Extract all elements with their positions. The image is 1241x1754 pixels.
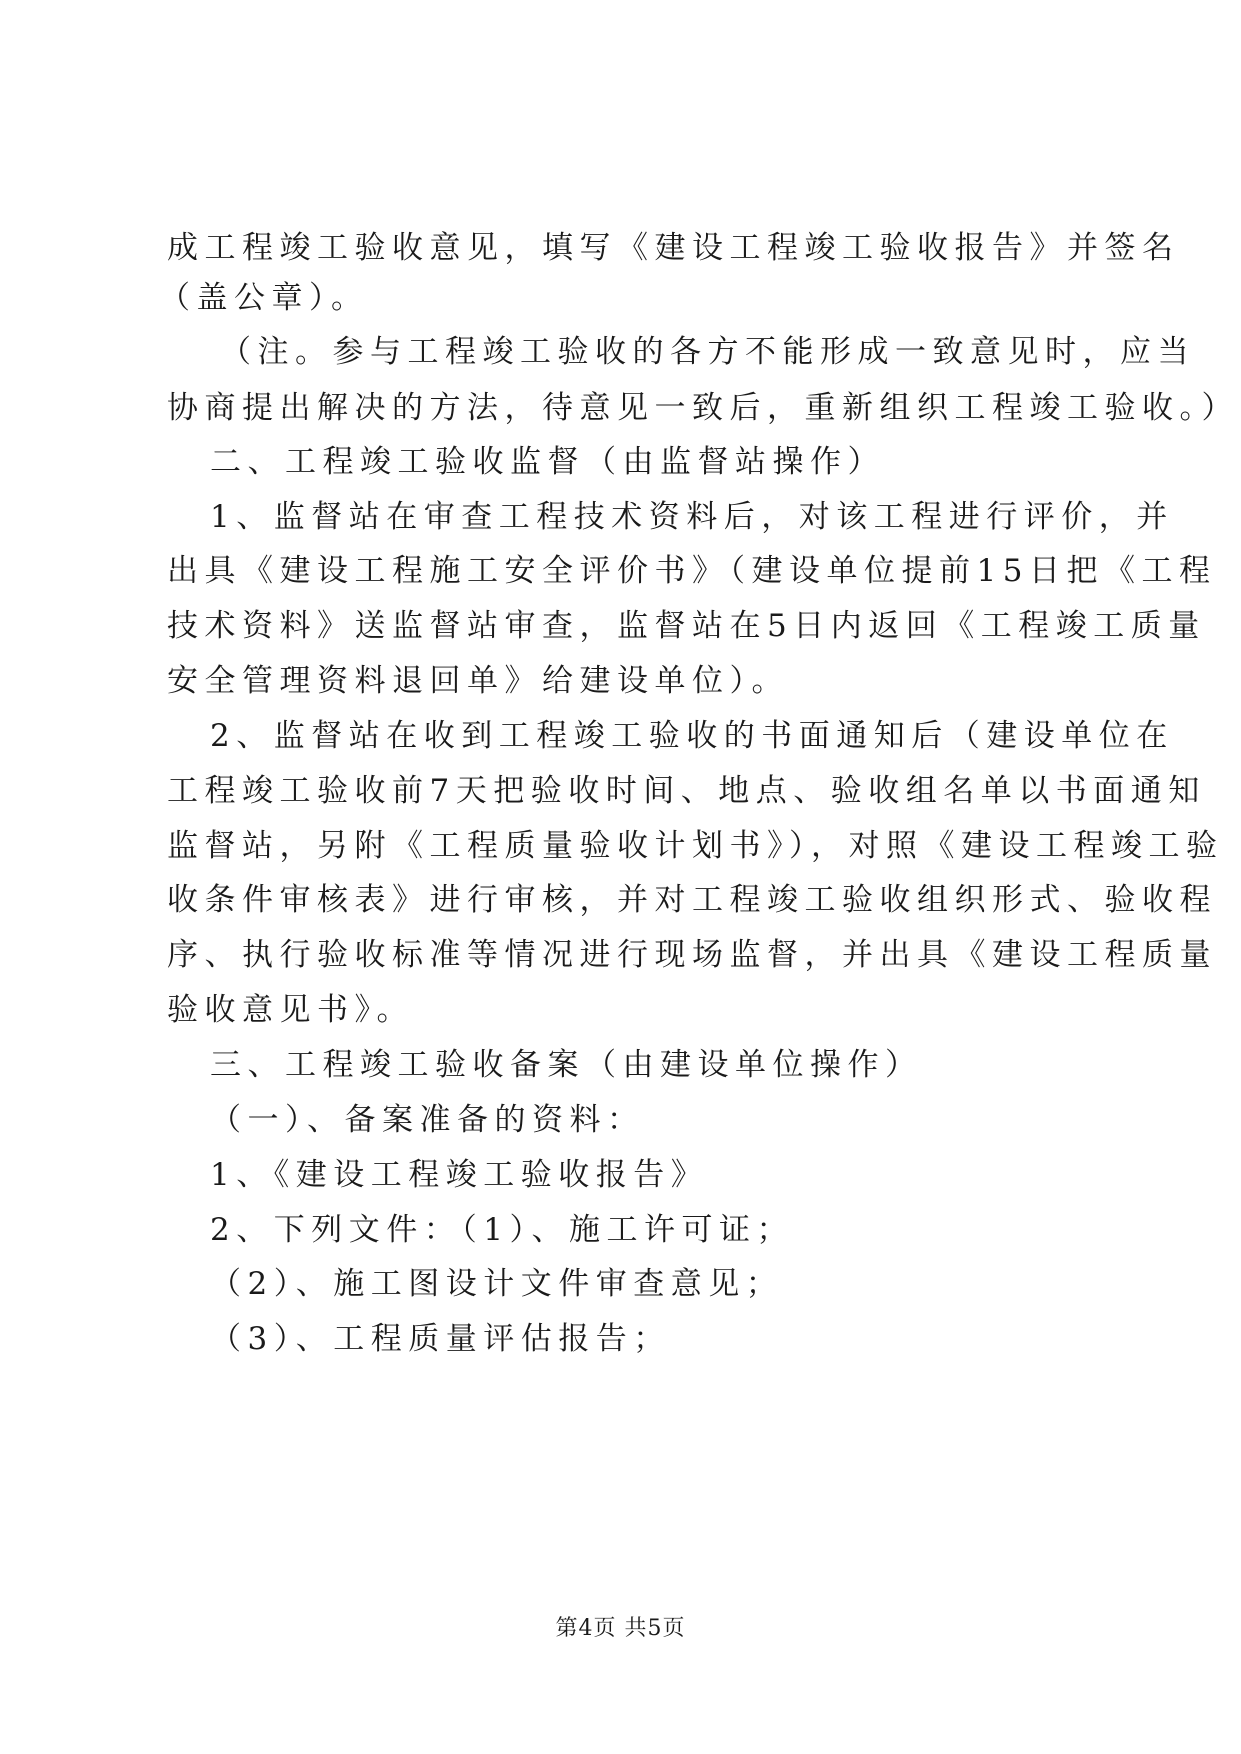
text-line: 技术资料》送监督站审查，监督站在5日内返回《工程竣工质量: [167, 608, 1206, 644]
text-line: （盖公章）。: [159, 280, 369, 316]
page-number: 第4页 共5页: [555, 1616, 686, 1641]
text-line: 2、监督站在收到工程竣工验收的书面通知后（建设单位在: [210, 718, 1174, 754]
list-item: （2）、施工图设计文件审查意见；: [210, 1266, 784, 1302]
text-line: 验收意见书》。: [167, 992, 414, 1028]
section-heading: 二、工程竣工验收监督（由监督站操作）: [210, 444, 885, 480]
subsection-heading: （一）、备案准备的资料：: [210, 1102, 645, 1138]
list-item: 1、《建设工程竣工验收报告》: [210, 1157, 709, 1193]
text-line: 成工程竣工验收意见，填写《建设工程竣工验收报告》并签名: [167, 230, 1180, 266]
text-line: 序、执行验收标准等情况进行现场监督，并出具《建设工程质量: [167, 937, 1217, 973]
text-line: 安全管理资料退回单》给建设单位）。: [167, 663, 789, 699]
list-item: （3）、工程质量评估报告；: [210, 1321, 671, 1357]
text-line: 工程竣工验收前7天把验收时间、地点、验收组名单以书面通知: [167, 773, 1206, 809]
section-heading: 三、工程竣工验收备案（由建设单位操作）: [210, 1047, 923, 1083]
text-line: 监督站，另附《工程质量验收计划书》），对照《建设工程竣工验: [167, 828, 1224, 864]
text-line: 收条件审核表》进行审核，并对工程竣工验收组织形式、验收程: [167, 882, 1217, 918]
text-line: （注。参与工程竣工验收的各方不能形成一致意见时，应当: [220, 334, 1195, 370]
text-line: 出具《建设工程施工安全评价书》（建设单位提前15日把《工程: [167, 553, 1217, 589]
list-item: 2、下列文件：（1）、施工许可证；: [210, 1212, 794, 1248]
text-line: 协商提出解决的方法，待意见一致后，重新组织工程竣工验收。）: [167, 390, 1239, 426]
text-line: 1、监督站在审查工程技术资料后，对该工程进行评价，并: [210, 499, 1174, 535]
